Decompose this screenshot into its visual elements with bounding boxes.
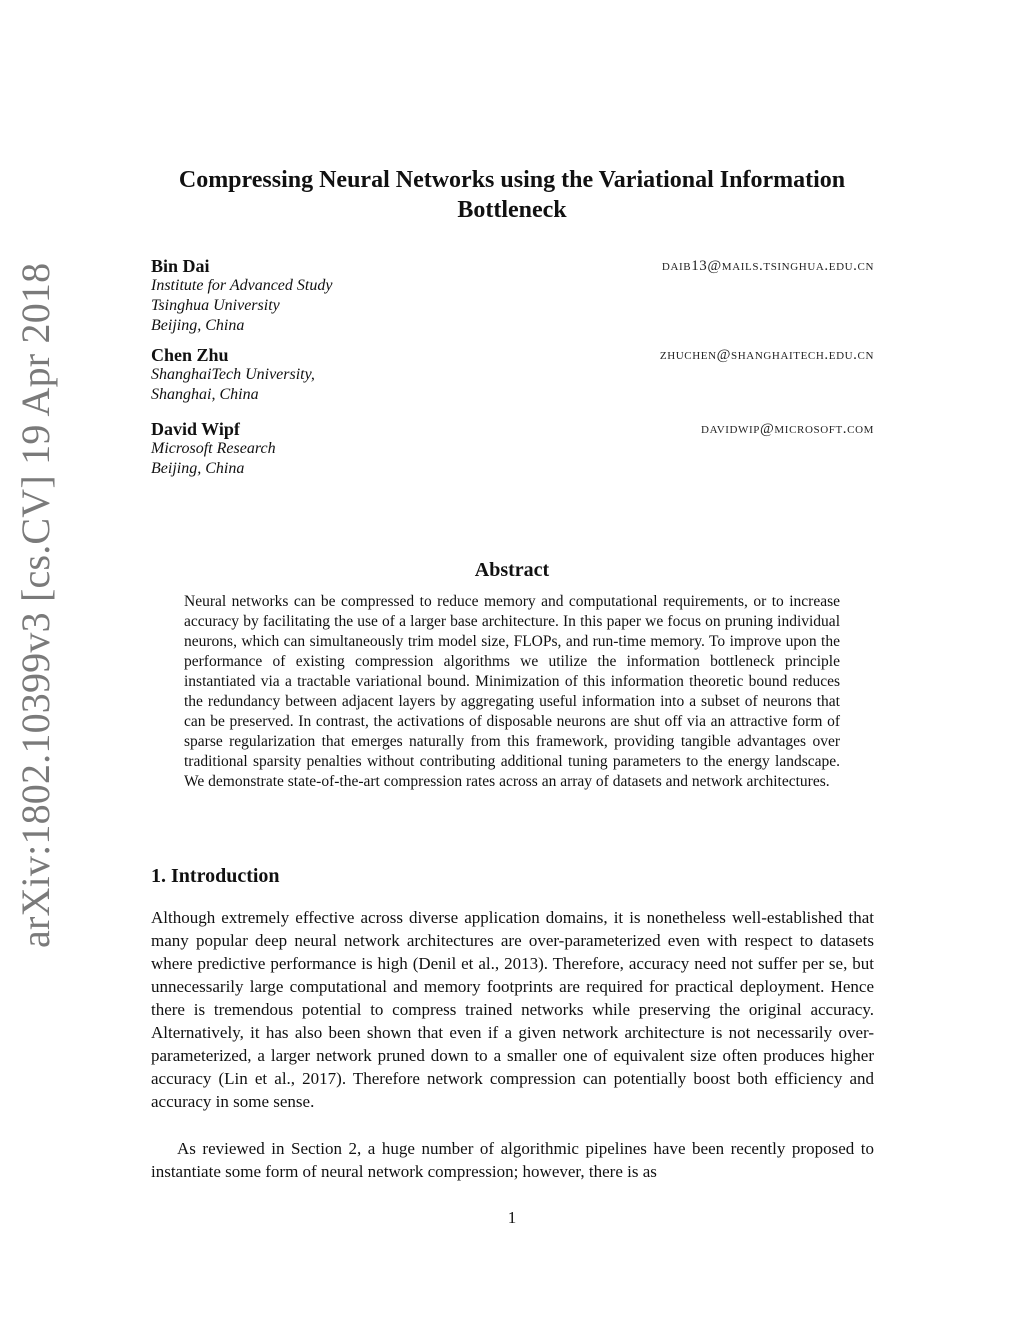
author-affiliation-line: Beijing, China	[151, 460, 245, 477]
page-number: 1	[507, 1208, 517, 1227]
author-affiliation-line: Shanghai, China	[151, 386, 259, 403]
author-affiliation-line: Institute for Advanced Study	[151, 277, 333, 294]
author-block-3	[151, 419, 874, 479]
author-affiliation-line: Tsinghua University	[151, 297, 280, 314]
paper-title: Compressing Neural Networks using the Variational Information Bottleneck	[178, 167, 846, 223]
author-affiliation-line: Beijing, China	[151, 317, 245, 334]
author-email[interactable]: davidwip@microsoft.com	[701, 421, 874, 437]
author-block-2	[151, 345, 874, 405]
abstract-text: Neural networks can be compressed to reduce memory and computational requirements, or to increase accuracy by facilitating the use of a larger base architecture. In this paper we focus on pruning individual neurons, which can simultaneously trim model size, FLOPs, and run-time memory. To improve upon the performance of existing compression algorithms we utilize the information bottleneck principle instantiated via a tractable variational bound. Minimization of this information theoretic bound reduces the redundancy between adjacent layers by aggregating useful information into a subset of neurons that can be preserved. In contrast, the activations of disposable neurons are shut off via an attractive form of sparse regularization that emerges naturally from this framework, providing tangible advantages over traditional sparsity penalties without contributing additional tuning parameters to the energy landscape. We demonstrate state-of-the-art compression rates across an array of datasets and network architectures.	[184, 593, 840, 790]
author-email[interactable]: daib13@mails.tsinghua.edu.cn	[661, 258, 874, 274]
author-name: Bin Dai	[151, 256, 210, 276]
author-name: David Wipf	[151, 419, 240, 439]
abstract-heading: Abstract	[474, 559, 550, 581]
section-heading-introduction: 1. Introduction	[151, 865, 280, 887]
author-affiliation-line: ShanghaiTech University,	[151, 366, 315, 383]
author-affiliation-line: Microsoft Research	[151, 440, 276, 457]
author-name: Chen Zhu	[151, 345, 229, 365]
body-paragraph: As reviewed in Section 2, a huge number of algorithmic pipelines have been recently proposed to instantiate some form of neural network compression; however, there is as	[151, 1139, 874, 1181]
author-email[interactable]: zhuchen@shanghaitech.edu.cn	[659, 347, 874, 363]
body-paragraph: Although extremely effective across diverse application domains, it is nonetheless well-established that many popular deep neural network architectures are over-parameterized even with respect to datasets where predictive performance is high (Denil et al., 2013). Therefore, accuracy need not suffer per se, but unnecessarily large computational and memory footprints are required for practical deployment. Hence there is tremendous potential to compress trained networks while preserving the original accuracy. Alternatively, it has also been shown that even if a given network architecture is not necessarily over-parameterized, a larger network pruned down to a smaller one of equivalent size often produces higher accuracy (Lin et al., 2017). Therefore network compression can potentially boost both efficiency and accuracy in some sense.	[151, 908, 874, 1111]
arxiv-identifier-stamp: arXiv:1802.10399v3 [cs.CV] 19 Apr 2018	[13, 262, 58, 948]
author-block-1	[151, 256, 874, 336]
